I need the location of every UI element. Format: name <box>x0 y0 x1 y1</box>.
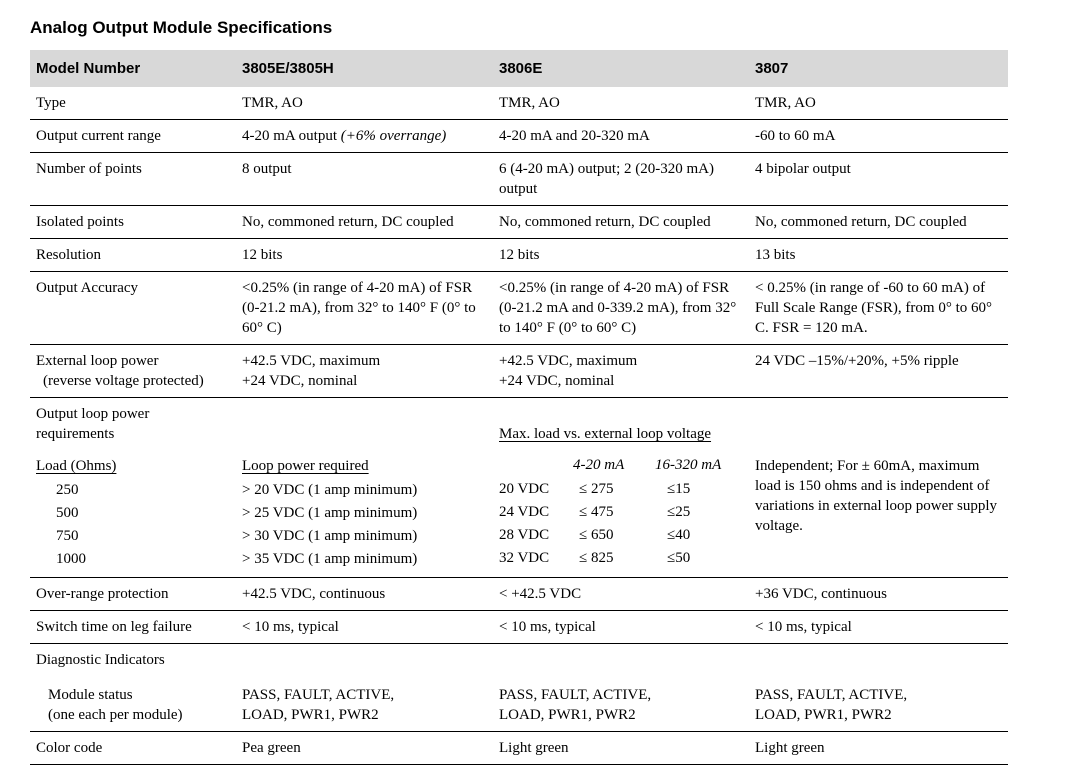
header-model-3805: 3805E/3805H <box>242 60 334 77</box>
cell-value: TMR, AO <box>242 95 303 111</box>
cell-value: 12 bits <box>499 247 540 263</box>
cell-value <box>497 644 753 731</box>
max-load-table-header <box>499 455 743 475</box>
row-output-loop-power-requirements <box>30 398 1008 578</box>
max-load-header: Max. load vs. external loop voltage <box>499 426 712 442</box>
load-ohms-header: Load (Ohms) <box>36 458 117 474</box>
cell-value <box>240 345 497 397</box>
col-header-16-320ma: 16-320 mA <box>655 457 722 473</box>
max-load-row <box>499 524 743 547</box>
cell-value: Light green <box>499 740 569 756</box>
max-load-4-20: ≤ 825 <box>579 550 614 566</box>
max-load-16-320: ≤50 <box>667 550 691 566</box>
max-load-16-320: ≤25 <box>667 504 691 520</box>
spec-table <box>30 50 1008 765</box>
loop-power-required-value: > 30 VDC (1 amp minimum) <box>242 528 418 544</box>
cell-value: < 10 ms, typical <box>242 619 339 635</box>
value-line-2: LOAD, PWR1, PWR2 <box>755 707 892 723</box>
cell-value: 4-20 mA and 20-320 mA <box>499 128 650 144</box>
max-load-row <box>499 478 743 501</box>
cell-value: <0.25% (in range of 4-20 mA) of FSR (0-21.2 mA), from 32° to 140° F (0° to 60° C) <box>242 280 476 336</box>
cell-value: < 10 ms, typical <box>499 619 596 635</box>
row-label: Number of points <box>36 161 142 177</box>
cell-value <box>240 120 497 152</box>
cell-value <box>240 644 497 731</box>
row-label: Over-range protection <box>36 586 169 602</box>
row-switch-time <box>30 611 1008 644</box>
header-model-3807: 3807 <box>755 60 789 77</box>
load-value: 750 <box>56 528 79 544</box>
value-italic-note: (+6% overrange) <box>340 128 447 144</box>
diagnostic-section-label: Diagnostic Indicators <box>36 652 165 668</box>
cell-value: 13 bits <box>755 247 796 263</box>
loop-power-required-list <box>242 479 487 571</box>
header-model-3806e: 3806E <box>499 60 543 77</box>
max-load-16-320: ≤40 <box>667 527 691 543</box>
row-number-of-points <box>30 153 1008 206</box>
row-color-code <box>30 732 1008 765</box>
max-load-16-320: ≤15 <box>667 481 691 497</box>
cell-value: 4 bipolar output <box>755 161 851 177</box>
row-label <box>30 345 240 397</box>
header-model-number: Model Number <box>36 60 141 77</box>
value-line-1: +42.5 VDC, maximum <box>499 353 638 369</box>
cell-value: -60 to 60 mA <box>755 128 836 144</box>
row-over-range-protection <box>30 578 1008 611</box>
module-status-values <box>499 685 743 725</box>
row-label: Switch time on leg failure <box>36 619 192 635</box>
max-load-table <box>499 455 743 570</box>
value-line-2: LOAD, PWR1, PWR2 <box>499 707 636 723</box>
diagnostic-label-cell <box>30 644 240 731</box>
cell-value: 12 bits <box>242 247 283 263</box>
cell-value: No, commoned return, DC coupled <box>242 214 454 230</box>
row-output-current-range <box>30 120 1008 153</box>
cell-value: < +42.5 VDC <box>499 586 582 602</box>
value-line-2: +24 VDC, nominal <box>242 373 358 389</box>
cell-value: TMR, AO <box>499 95 560 111</box>
value-line-2: +24 VDC, nominal <box>499 373 615 389</box>
cell-value: +36 VDC, continuous <box>755 586 887 602</box>
row-label: Output Accuracy <box>36 280 139 296</box>
max-load-cell <box>497 398 753 577</box>
cell-value: 24 VDC –15%/+20%, +5% ripple <box>755 353 959 369</box>
max-load-row <box>499 547 743 570</box>
label-line-1: External loop power <box>36 353 159 369</box>
cell-value: No, commoned return, DC coupled <box>755 214 967 230</box>
row-output-accuracy <box>30 272 1008 345</box>
row-isolated-points <box>30 206 1008 239</box>
loop-power-required-value: > 20 VDC (1 amp minimum) <box>242 482 418 498</box>
voltage: 32 VDC <box>499 550 550 566</box>
value-line-1: PASS, FAULT, ACTIVE, <box>242 687 395 703</box>
value-line-2: LOAD, PWR1, PWR2 <box>242 707 379 723</box>
load-values-list <box>36 479 230 571</box>
row-resolution <box>30 239 1008 272</box>
label-line-1: Output loop power <box>36 406 150 422</box>
cell-value: < 0.25% (in range of -60 to 60 mA) of Full Scale Range (FSR), from 0° to 60° C. FSR = 120 mA. <box>755 280 992 336</box>
cell-value: 6 (4-20 mA) output; 2 (20-320 mA) output <box>499 161 714 197</box>
row-label: Type <box>36 95 66 111</box>
independent-note-cell <box>753 398 1008 577</box>
max-load-4-20: ≤ 650 <box>579 527 614 543</box>
label-line-2: (one each per module) <box>48 707 183 723</box>
loop-power-required-value: > 25 VDC (1 amp minimum) <box>242 505 418 521</box>
max-load-row <box>499 501 743 524</box>
row-type <box>30 87 1008 120</box>
label-line-2: requirements <box>36 426 115 442</box>
cell-value: < 10 ms, typical <box>755 619 852 635</box>
cell-value: <0.25% (in range of 4-20 mA) of FSR (0-21.2 mA and 0-339.2 mA), from 32° to 140° F (0° to 60° C) <box>499 280 737 336</box>
row-label: Isolated points <box>36 214 124 230</box>
value-line-1: PASS, FAULT, ACTIVE, <box>755 687 908 703</box>
loop-power-label-cell <box>30 398 240 577</box>
value-text: 4-20 mA output <box>242 128 341 144</box>
max-load-4-20: ≤ 275 <box>579 481 614 497</box>
module-status-label <box>36 685 230 725</box>
value-line-1: +42.5 VDC, maximum <box>242 353 381 369</box>
load-value: 500 <box>56 505 79 521</box>
cell-value <box>753 644 1008 731</box>
cell-value: No, commoned return, DC coupled <box>499 214 711 230</box>
loop-power-required-value: > 35 VDC (1 amp minimum) <box>242 551 418 567</box>
cell-value: Pea green <box>242 740 301 756</box>
voltage: 28 VDC <box>499 527 550 543</box>
cell-value: TMR, AO <box>755 95 816 111</box>
cell-value: 8 output <box>242 161 292 177</box>
voltage: 20 VDC <box>499 481 550 497</box>
module-status-values <box>242 685 487 725</box>
independent-note: Independent; For ± 60mA, maximum load is 150 ohms and is independent of variations in external loop power supply voltage. <box>755 458 998 534</box>
load-value: 250 <box>56 482 79 498</box>
module-status-values <box>755 685 998 725</box>
value-line-1: PASS, FAULT, ACTIVE, <box>499 687 652 703</box>
loop-power-required-cell <box>240 398 497 577</box>
row-diagnostic-indicators <box>30 644 1008 732</box>
row-label: Color code <box>36 740 103 756</box>
label-line-2: (reverse voltage protected) <box>43 373 204 389</box>
cell-value: Light green <box>755 740 825 756</box>
row-external-loop-power <box>30 345 1008 398</box>
cell-value: +42.5 VDC, continuous <box>242 586 386 602</box>
loop-power-required-header: Loop power required <box>242 458 369 474</box>
max-load-4-20: ≤ 475 <box>579 504 614 520</box>
row-label: Resolution <box>36 247 102 263</box>
load-value: 1000 <box>56 551 86 567</box>
col-header-4-20ma: 4-20 mA <box>573 457 625 473</box>
voltage: 24 VDC <box>499 504 550 520</box>
table-header-row <box>30 50 1008 87</box>
label-line-1: Module status <box>48 687 133 703</box>
row-label: Output current range <box>36 128 161 144</box>
cell-value <box>497 345 753 397</box>
spacer <box>499 455 573 475</box>
page-title: Analog Output Module Specifications <box>30 18 333 37</box>
